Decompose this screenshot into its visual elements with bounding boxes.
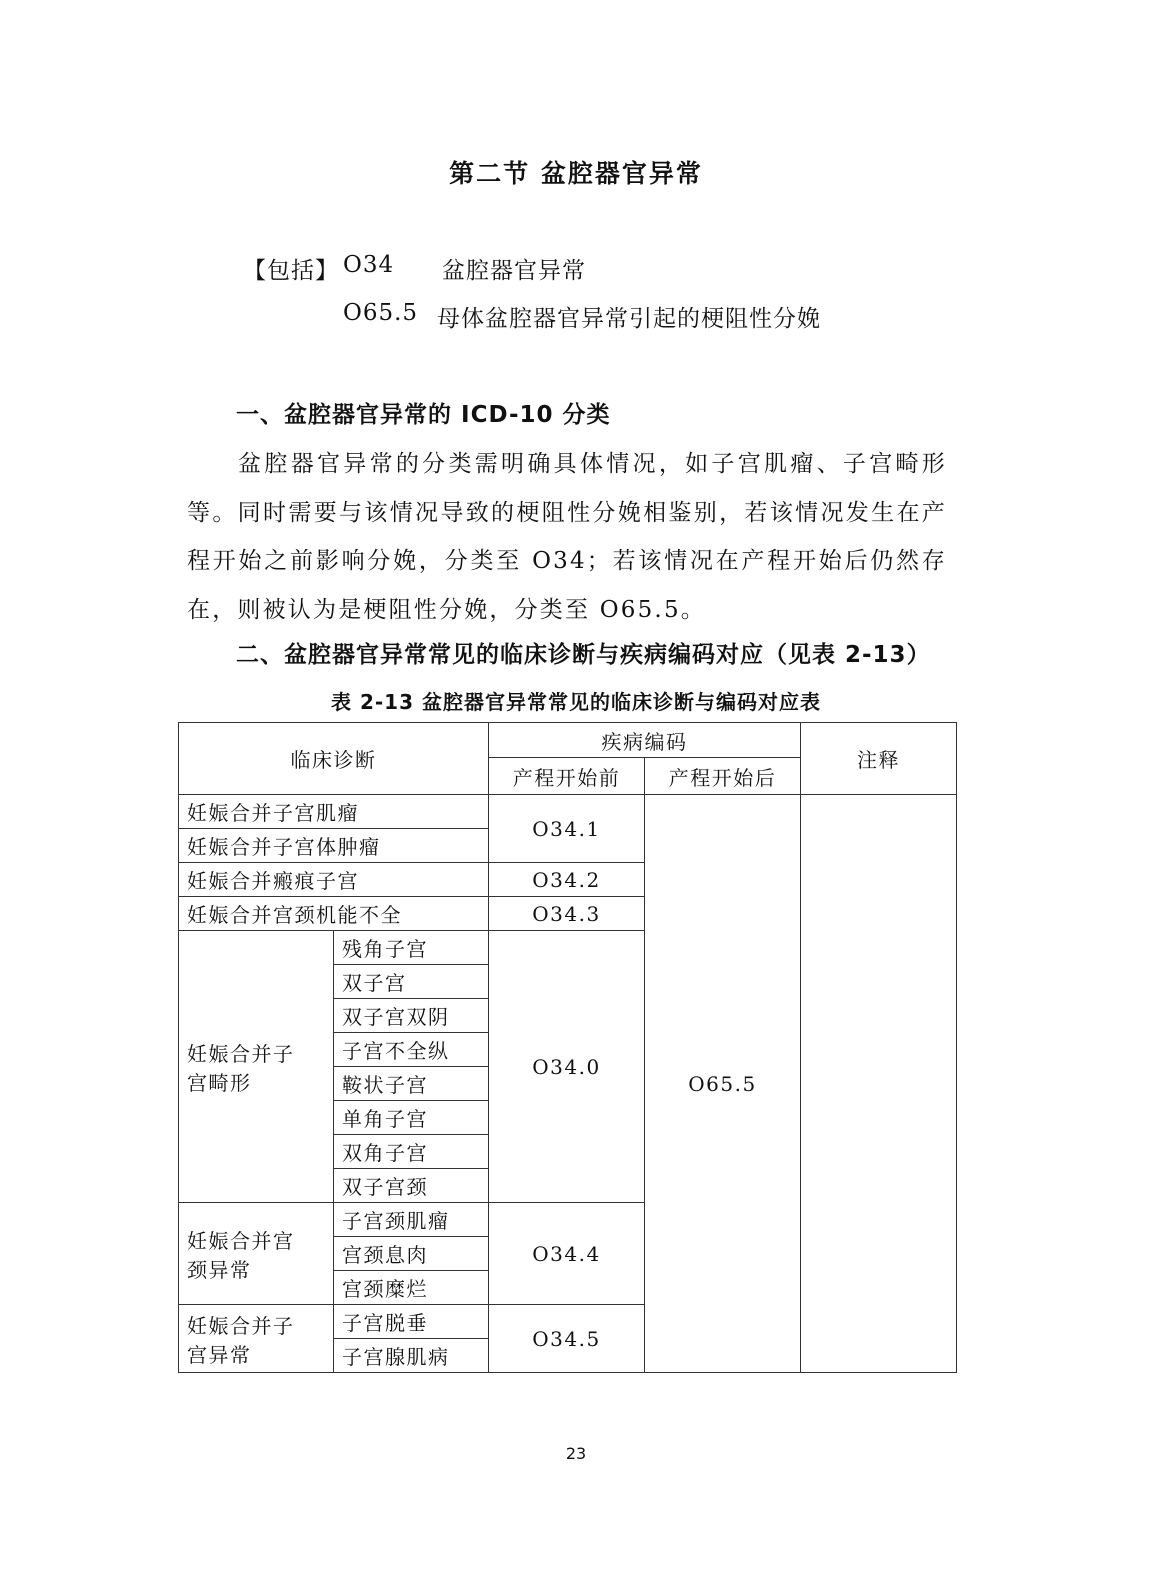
group-label: 妊娠合并宫颈异常 [179,1203,334,1305]
code-cell: O34.5 [489,1305,645,1373]
include-text-2: 母体盆腔器官异常引起的梗阻性分娩 [437,306,821,332]
sub-item: 子宫颈肌瘤 [334,1203,489,1237]
sub-item: 子宫不全纵 [334,1033,489,1067]
sub-item: 子宫腺肌病 [334,1339,489,1373]
header-before-labor: 产程开始前 [489,758,645,795]
sub-item: 双角子宫 [334,1135,489,1169]
include-label: 【包括】 [243,258,339,284]
sub-item: 宫颈糜烂 [334,1271,489,1305]
sub-item: 宫颈息肉 [334,1237,489,1271]
table-row: 妊娠合并瘢痕子宫 [179,863,489,897]
heading-icd10: 一、盆腔器官异常的 ICD-10 分类 [236,402,611,428]
sub-item: 子宫脱垂 [334,1305,489,1339]
table-row: 妊娠合并子宫体肿瘤 [179,829,489,863]
sub-item: 双子宫颈 [334,1169,489,1203]
notes-cell [801,795,957,1373]
header-notes: 注释 [801,723,957,795]
paragraph-classification [187,440,947,634]
include-code-1: O34 [343,252,395,278]
table-caption: 表 2-13 盆腔器官异常常见的临床诊断与编码对应表 [331,690,821,714]
header-after-labor: 产程开始后 [645,758,801,795]
sub-item: 双子宫 [334,965,489,999]
header-diagnosis: 临床诊断 [179,723,489,795]
group-label: 妊娠合并子宫异常 [179,1305,334,1373]
sub-item: 双子宫双阴 [334,999,489,1033]
include-text-1: 盆腔器官异常 [442,258,586,284]
paragraph-text: 盆腔器官异常的分类需明确具体情况，如子宫肌瘤、子宫畸形等。同时需要与该情况导致的梗阻性分娩相鉴别，若该情况发生在产程开始之前影响分娩，分类至 O34；若该情况在产程开始后仍然存在，则被认为是梗阻性分娩，分类至 O65.5。 [187,451,947,623]
diagnosis-code-table [178,722,957,1373]
sub-item: 鞍状子宫 [334,1067,489,1101]
page-number: 23 [565,1444,587,1463]
section-title: 第二节 盆腔器官异常 [449,159,703,188]
heading-diagnosis-table: 二、盆腔器官异常常见的临床诊断与疾病编码对应（见表 2-13） [236,642,931,668]
code-cell: O34.0 [489,931,645,1203]
sub-item: 单角子宫 [334,1101,489,1135]
header-disease-code: 疾病编码 [489,723,801,758]
code-after-cell: O65.5 [645,795,801,1373]
code-cell: O34.4 [489,1203,645,1305]
include-code-2: O65.5 [343,300,419,326]
sub-item: 残角子宫 [334,931,489,965]
table-row: 妊娠合并宫颈机能不全 [179,897,489,931]
group-label: 妊娠合并子宫畸形 [179,931,334,1203]
code-cell: O34.1 [489,795,645,863]
code-cell: O34.2 [489,863,645,897]
code-cell: O34.3 [489,897,645,931]
table-row: 妊娠合并子宫肌瘤 [179,795,489,829]
